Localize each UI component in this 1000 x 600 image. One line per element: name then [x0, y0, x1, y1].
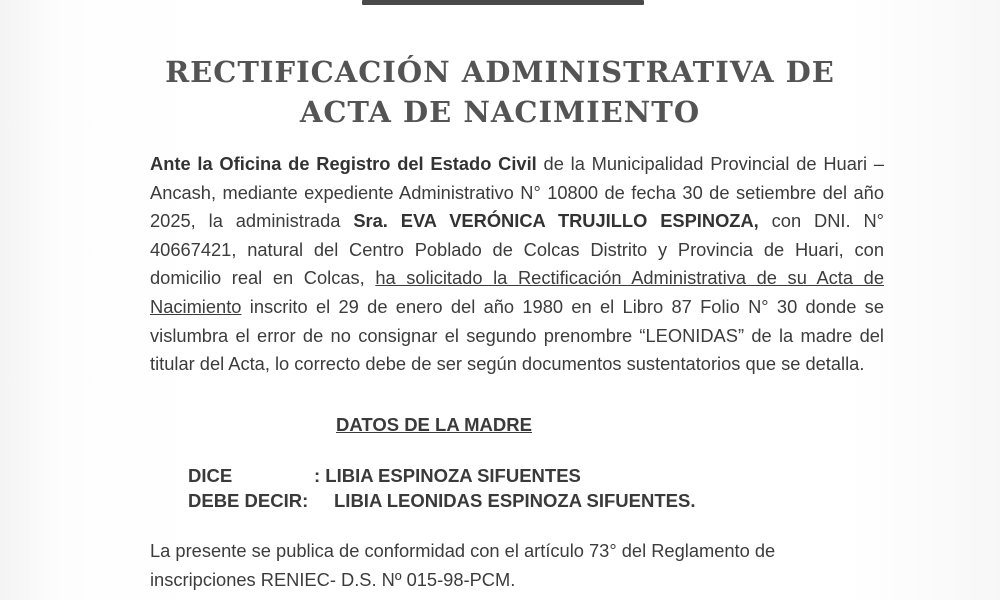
applicant-name: Sra. EVA VERÓNICA TRUJILLO ESPINOZA, — [353, 210, 759, 232]
paragraph-part-1: de la Municipalidad Provincial de Huari – Ancash, mediante expediente Administrativo N° 10800 de fecha 30 de setiembre del año 2025, la administrada — [150, 153, 884, 232]
footer-paragraph: La presente se publica de conformidad con el artículo 73° del Reglamento de inscripciones RENIEC- D.S. Nº 015-98-PCM. — [150, 540, 776, 590]
paragraph-part-2: con DNI. N° 40667421, natural del Centro Poblado de Colcas Distrito y Provincia de Huari, con domicilio real en Colcas, — [150, 210, 884, 289]
office-name: Ante la Oficina de Registro del Estado Civil — [150, 153, 537, 174]
debe-decir-label: DEBE DECIR: — [188, 490, 309, 511]
dice-label: DICE — [188, 465, 233, 486]
request-underlined: ha solicitado la Rectificación Administrativa de su Acta de Nacimiento — [150, 267, 884, 317]
dice-value: : LIBIA ESPINOZA SIFUENTES — [314, 465, 581, 486]
section-heading-mother-data: DATOS DE LA MADRE — [336, 414, 532, 435]
document-title-line-2: ACTA DE NACIMIENTO — [299, 95, 701, 129]
debe-decir-value: LIBIA LEONIDAS ESPINOZA SIFUENTES. — [334, 490, 696, 511]
dice-row — [188, 465, 581, 487]
body-paragraph — [150, 150, 884, 379]
debe-decir-row — [188, 490, 695, 512]
document-title-line-1: RECTIFICACIÓN ADMINISTRATIVA DE — [165, 55, 835, 89]
top-divider — [362, 0, 644, 5]
paragraph-part-3: inscrito el 29 de enero del año 1980 en el Libro 87 Folio N° 30 donde se vislumbra el error de no consignar el segundo prenombre “LEONIDAS” de la madre del titular del Acta, lo correcto debe de ser según documentos sustentatorios que se detalla. — [150, 295, 884, 375]
